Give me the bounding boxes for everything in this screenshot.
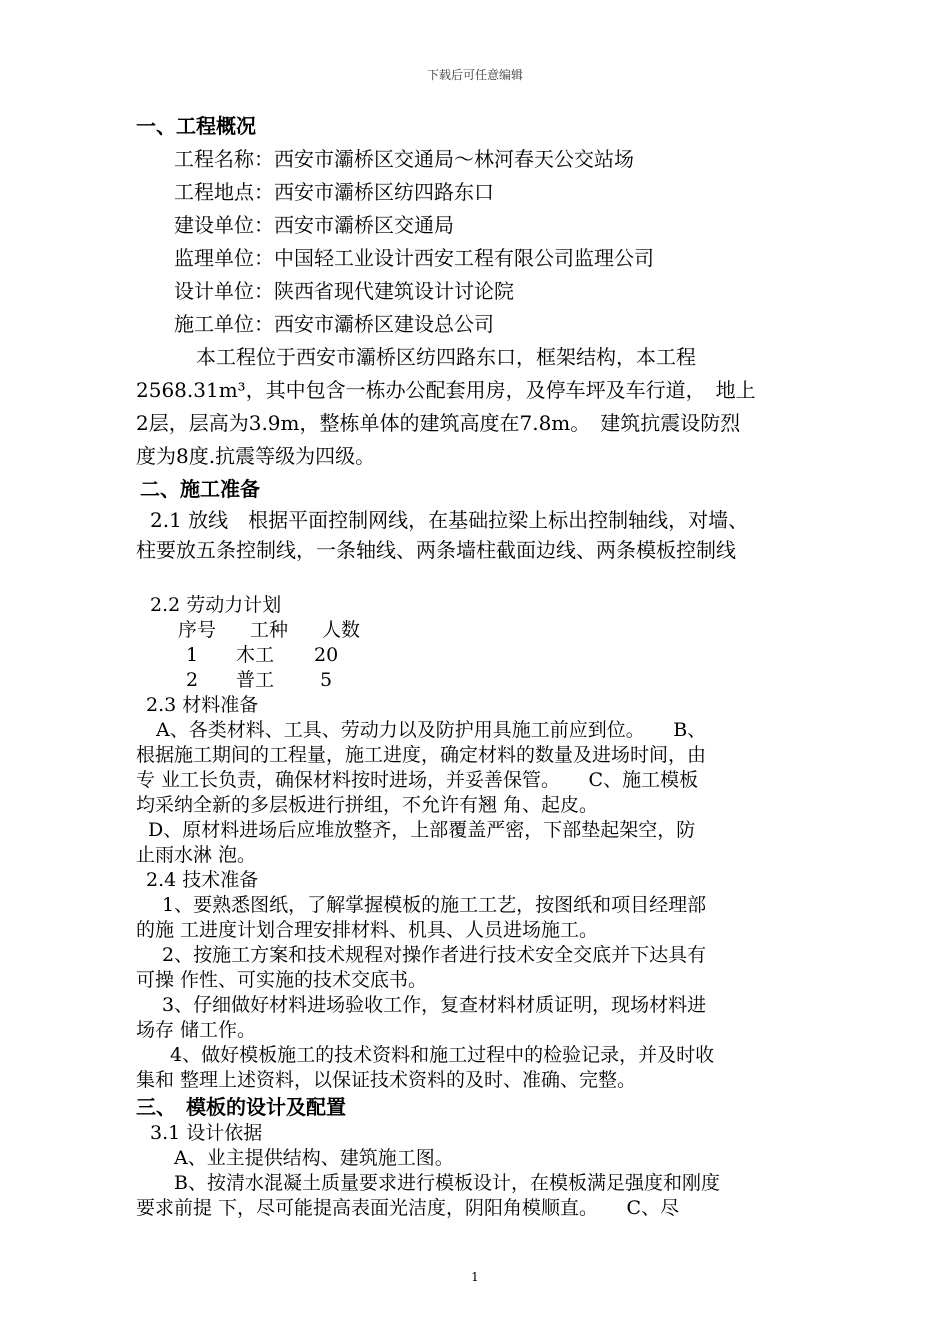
info-line: 设计单位：陕西省现代建筑设计讨论院 xyxy=(174,279,514,303)
s23-line: 均采纳全新的多层板进行拼组，不允许有翘 角、起皮。 xyxy=(136,794,599,816)
s22-title: 2.2 劳动力计划 xyxy=(150,594,282,616)
s24-line: 集和 整理上述资料，以保证技术资料的及时、准确、完整。 xyxy=(136,1069,637,1091)
table-cell: 5 xyxy=(320,669,333,691)
s31-line: B、按清水混凝土质量要求进行模板设计，在模板满足强度和刚度 xyxy=(174,1172,720,1194)
overview-paragraph-line: 2568.31m³，其中包含一栋办公配套用房，及停车坪及车行道， 地上 xyxy=(136,378,756,402)
s23-line: 根据施工期间的工程量，施工进度，确定材料的数量及进场时间，由 xyxy=(136,744,707,766)
page-number: 1 xyxy=(471,1270,479,1284)
s24-line: 4、做好模板施工的技术资料和施工过程中的检验记录，并及时收 xyxy=(170,1044,715,1066)
labor-table-row xyxy=(136,668,816,693)
s23-line: 止雨水淋 泡。 xyxy=(136,844,257,866)
table-cell: 普工 xyxy=(236,669,275,691)
labor-table-header xyxy=(136,618,816,643)
section-2-title: 二、施工准备 xyxy=(140,477,260,501)
section-1-title: 一、工程概况 xyxy=(136,114,256,138)
section-3-title: 三、 模板的设计及配置 xyxy=(136,1095,346,1119)
info-line: 建设单位：西安市灞桥区交通局 xyxy=(174,213,454,237)
document-body xyxy=(136,110,816,1221)
table-header-cell: 序号 xyxy=(178,619,217,641)
s23-line: A、各类材料、工具、劳动力以及防护用具施工前应到位。 B、 xyxy=(156,719,707,741)
info-line: 工程名称：西安市灞桥区交通局～林河春天公交站场 xyxy=(174,147,634,171)
overview-paragraph-line: 本工程位于西安市灞桥区纺四路东口，框架结构，本工程 xyxy=(136,345,696,369)
s21-line: 柱要放五条控制线，一条轴线、两条墙柱截面边线、两条模板控制线 xyxy=(136,538,736,562)
s24-line: 的施 工进度计划合理安排材料、机具、人员进场施工。 xyxy=(136,919,599,941)
s23-line: D、原材料进场后应堆放整齐，上部覆盖严密，下部垫起架空，防 xyxy=(148,819,696,841)
table-header-cell: 人数 xyxy=(322,619,361,641)
info-line: 工程地点：西安市灞桥区纺四路东口 xyxy=(174,180,494,204)
overview-paragraph-line: 2层，层高为3.9m，整栋单体的建筑高度在7.8m。 建筑抗震设防烈 xyxy=(136,411,741,435)
s24-title: 2.4 技术准备 xyxy=(146,869,259,891)
s23-title: 2.3 材料准备 xyxy=(146,694,259,716)
s23-line: 专 业工长负责，确保材料按时进场，并妥善保管。 C、施工模板 xyxy=(136,769,699,791)
table-cell: 木工 xyxy=(236,644,275,666)
s31-line: 要求前提 下，尽可能提高表面光洁度，阴阳角模顺直。 C、尽 xyxy=(136,1197,680,1219)
s31-line: A、业主提供结构、建筑施工图。 xyxy=(174,1147,454,1169)
s24-line: 1、要熟悉图纸，了解掌握模板的施工工艺，按图纸和项目经理部 xyxy=(162,894,707,916)
s24-line: 2、按施工方案和技术规程对操作者进行技术安全交底并下达具有 xyxy=(162,944,707,966)
table-header-cell: 工种 xyxy=(250,619,289,641)
s24-line: 3、仔细做好材料进场验收工作，复查材料材质证明，现场材料进 xyxy=(162,994,707,1016)
info-line: 施工单位：西安市灞桥区建设总公司 xyxy=(174,312,494,336)
s24-line: 可操 作性、可实施的技术交底书。 xyxy=(136,969,428,991)
s31-title: 3.1 设计依据 xyxy=(150,1122,263,1144)
overview-paragraph-line: 度为8度.抗震等级为四级。 xyxy=(136,444,376,468)
header-note: 下载后可任意编辑 xyxy=(426,68,523,82)
s21-line: 2.1 放线 根据平面控制网线，在基础拉梁上标出控制轴线，对墙、 xyxy=(150,508,749,532)
table-cell: 2 xyxy=(186,669,199,691)
table-cell: 1 xyxy=(186,644,199,666)
labor-table-row xyxy=(136,643,816,668)
info-line: 监理单位：中国轻工业设计西安工程有限公司监理公司 xyxy=(174,246,654,270)
s24-line: 场存 储工作。 xyxy=(136,1019,257,1041)
table-cell: 20 xyxy=(314,644,339,666)
